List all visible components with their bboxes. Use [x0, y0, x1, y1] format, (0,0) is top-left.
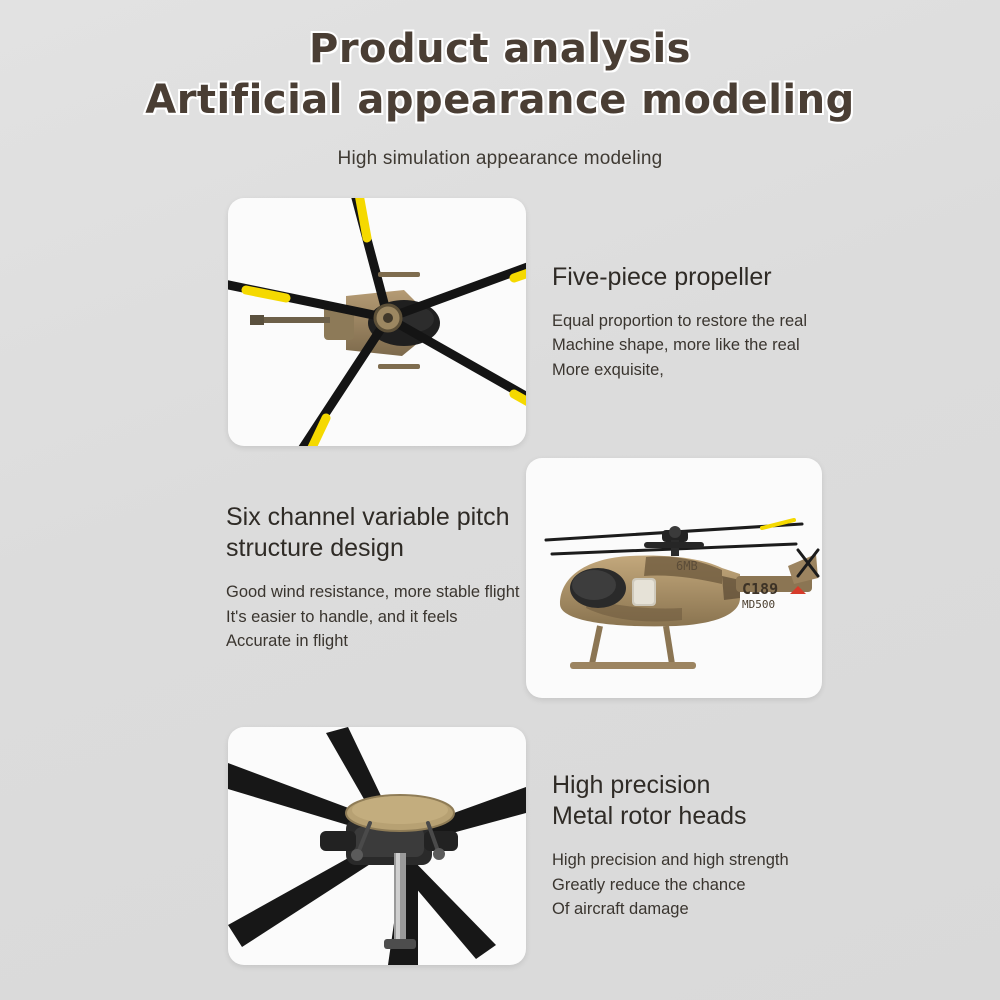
section-1-text	[552, 262, 862, 382]
page-subtitle: High simulation appearance modeling	[337, 148, 663, 170]
section-2-heading-line-2: structure design	[226, 534, 404, 563]
section-3-body-line-3: Of aircraft damage	[552, 900, 689, 919]
rotor-head-closeup-image	[228, 727, 526, 965]
section-1-heading: Five-piece propeller	[552, 262, 772, 291]
svg-text:C189: C189	[742, 580, 779, 598]
section-3-heading-line-2: Metal rotor heads	[552, 802, 747, 831]
section-five-piece-propeller	[228, 198, 862, 446]
svg-text:6MB: 6MB	[676, 559, 698, 573]
section-2-body-line-3: Accurate in flight	[226, 632, 348, 651]
page-title	[0, 24, 1000, 126]
helicopter-side-view-image	[526, 458, 822, 698]
section-1-body-line-3: More exquisite,	[552, 360, 664, 379]
camouflage-helicopter-illustration	[526, 458, 822, 698]
propeller-top-view-image	[228, 198, 526, 446]
page-title-line-2: Artificial appearance modeling	[145, 77, 855, 124]
section-2-heading	[226, 502, 526, 564]
section-2-text	[226, 502, 526, 653]
section-high-precision-metal-rotor-heads	[228, 727, 862, 965]
metal-rotor-head-illustration	[228, 727, 526, 965]
section-six-channel-variable-pitch	[226, 458, 822, 698]
section-1-body-line-1: Equal proportion to restore the real	[552, 311, 807, 330]
section-3-body-line-2: Greatly reduce the chance	[552, 875, 746, 894]
section-2-heading-line-1: Six channel variable pitch	[226, 503, 510, 532]
section-1-body-line-2: Machine shape, more like the real	[552, 336, 800, 355]
svg-text:MD500: MD500	[742, 598, 776, 611]
section-3-body-line-1: High precision and high strength	[552, 851, 789, 870]
page-header	[0, 0, 1000, 170]
section-3-text	[552, 770, 862, 921]
section-2-body-line-1: Good wind resistance, more stable flight	[226, 583, 520, 602]
section-3-heading-line-1: High precision	[552, 771, 711, 800]
page-title-line-1: Product analysis	[309, 26, 691, 72]
helicopter-top-view-illustration	[228, 198, 526, 446]
section-2-body-line-2: It's easier to handle, and it feels	[226, 607, 458, 626]
section-3-heading	[552, 770, 862, 832]
